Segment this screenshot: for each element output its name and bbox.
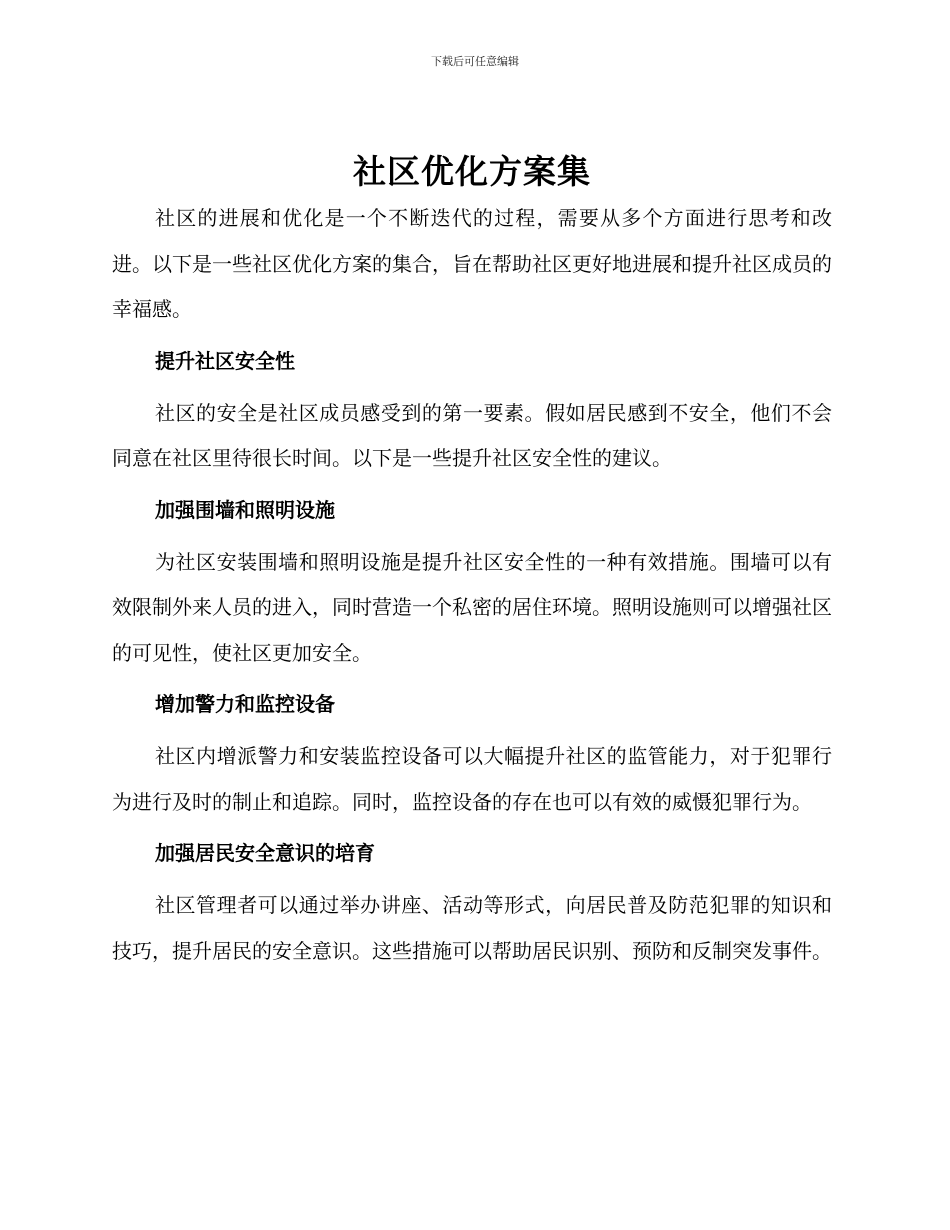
section-body-walls-lighting: 为社区安装围墙和照明设施是提升社区安全性的一种有效措施。围墙可以有效限制外来人员的进入，同时营造一个私密的居住环境。照明设施则可以增强社区的可见性，使社区更加安全。 bbox=[112, 549, 832, 665]
document-body bbox=[112, 148, 832, 974]
section-body-safety-awareness: 社区管理者可以通过举办讲座、活动等形式，向居民普及防范犯罪的知识和技巧，提升居民的安全意识。这些措施可以帮助居民识别、预防和反制突发事件。 bbox=[112, 893, 832, 963]
document-title: 社区优化方案集 bbox=[353, 152, 591, 191]
section-heading-safety: 提升社区安全性 bbox=[155, 348, 295, 373]
intro-paragraph: 社区的进展和优化是一个不断迭代的过程，需要从多个方面进行思考和改进。以下是一些社区优化方案的集合，旨在帮助社区更好地进展和提升社区成员的幸福感。 bbox=[112, 206, 832, 321]
section-heading-safety-awareness: 加强居民安全意识的培育 bbox=[155, 841, 375, 865]
section-heading-walls-lighting: 加强围墙和照明设施 bbox=[155, 497, 335, 522]
section-body-safety: 社区的安全是社区成员感受到的第一要素。假如居民感到不安全，他们不会同意在社区里待很长时间。以下是一些提升社区安全性的建议。 bbox=[112, 400, 832, 470]
section-heading-police-monitoring: 增加警力和监控设备 bbox=[155, 692, 335, 716]
page-header-note: 下载后可任意编辑 bbox=[431, 55, 519, 68]
section-body-police-monitoring: 社区内增派警力和安装监控设备可以大幅提升社区的监管能力，对于犯罪行为进行及时的制止和追踪。同时，监控设备的存在也可以有效的威慑犯罪行为。 bbox=[112, 744, 832, 814]
